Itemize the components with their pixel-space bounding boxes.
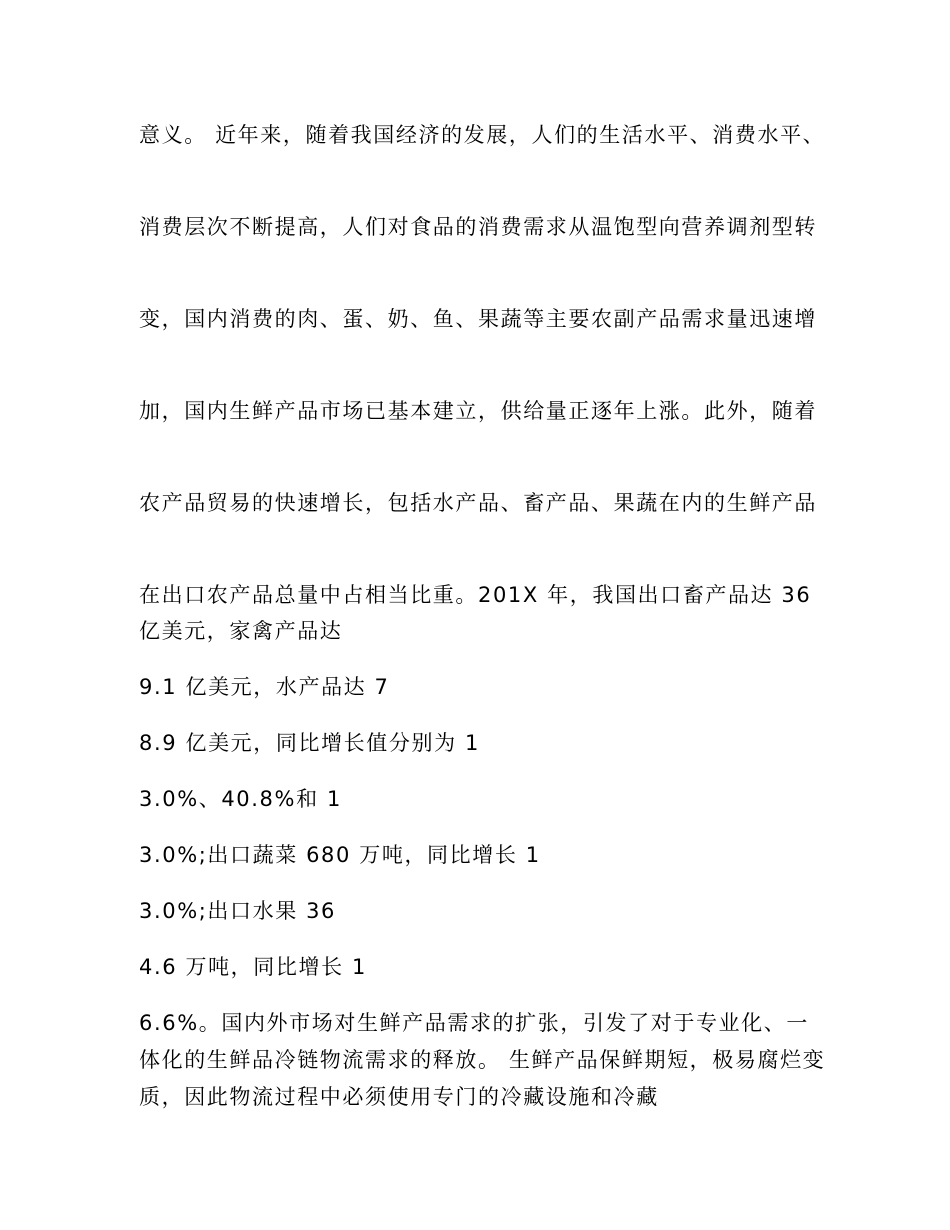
paragraph-7: 9.1 亿美元，水产品达 7 <box>139 675 390 699</box>
paragraph-12: 4.6 万吨，同比增长 1 <box>139 955 367 979</box>
paragraph-11: 3.0%;出口水果 36 <box>139 899 337 923</box>
paragraph-10: 3.0%;出口蔬菜 680 万吨，同比增长 1 <box>139 843 541 867</box>
paragraph-5: 农产品贸易的快速增长，包括水产品、畜产品、果蔬在内的生鲜产品 <box>139 491 817 515</box>
paragraph-8: 8.9 亿美元，同比增长值分别为 1 <box>139 731 480 755</box>
paragraph-9: 3.0%、40.8%和 1 <box>139 787 342 811</box>
paragraph-3: 变，国内消费的肉、蛋、奶、鱼、果蔬等主要农副产品需求量迅速增 <box>139 307 817 331</box>
paragraph-13: 6.6%。国内外市场对生鲜产品需求的扩张，引发了对于专业化、一体化的生鲜品冷链物流需求的释放。 生鲜产品保鲜期短，极易腐烂变质，因此物流过程中必须使用专门的冷藏设施和冷藏 <box>139 1011 826 1109</box>
paragraph-4: 加，国内生鲜产品市场已基本建立，供给量正逐年上涨。此外，随着 <box>139 399 817 423</box>
paragraph-6: 在出口农产品总量中占相当比重。201X 年，我国出口畜产品达 36 亿美元，家禽产品达 <box>139 583 820 643</box>
paragraph-2: 消费层次不断提高，人们对食品的消费需求从温饱型向营养调剂型转 <box>139 215 817 239</box>
paragraph-1: 意义。 近年来，随着我国经济的发展，人们的生活水平、消费水平、 <box>139 123 826 147</box>
